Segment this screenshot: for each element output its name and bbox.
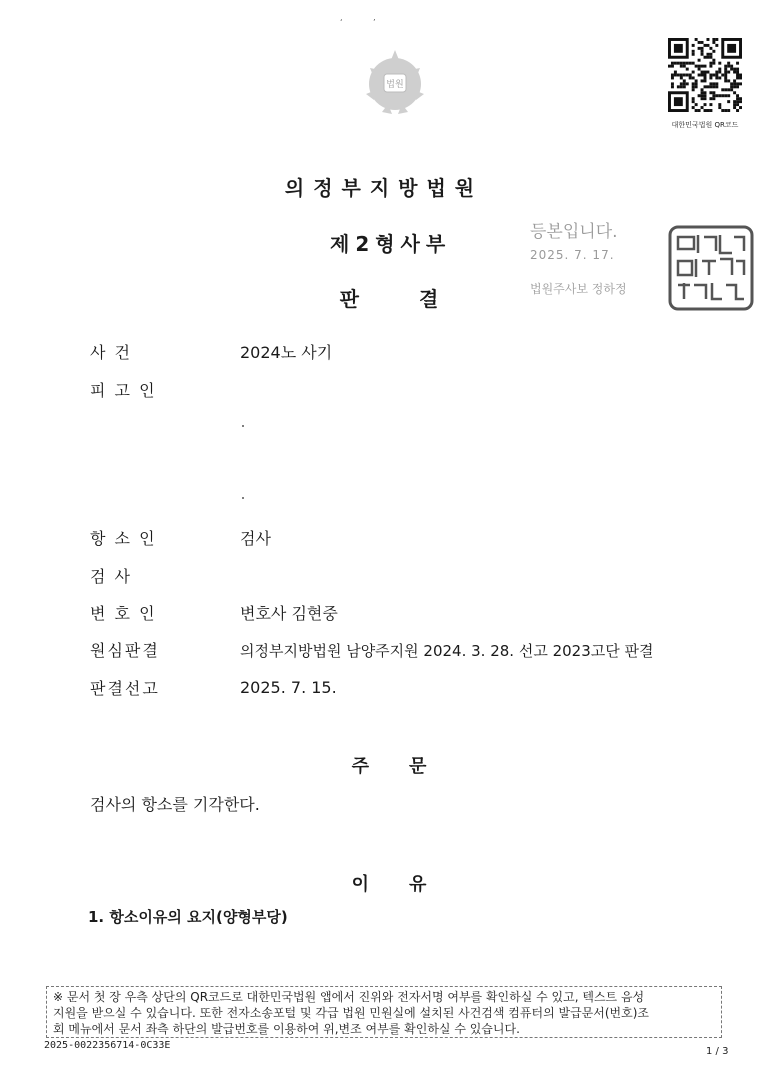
appellant-value: 검사	[240, 529, 271, 548]
notice-line-3: 회 메뉴에서 문서 좌측 하단의 발급번호를 이용하여 위,변조 여부를 확인하실 수 있습니다.	[53, 1022, 520, 1036]
certifying-officer: 법원주사보 정하정	[530, 282, 627, 296]
notice-line-1: ※ 문서 첫 장 우측 상단의 QR코드로 대한민국법원 앱에서 진위와 전자서명 여부를 확인하실 수 있고, 텍스트 음성	[53, 990, 645, 1004]
certified-copy-date: 2025. 7. 17.	[530, 248, 615, 262]
redaction-mark	[242, 497, 244, 499]
reasons-heading: 이유	[351, 874, 467, 895]
scan-marks: ‘ ’	[340, 18, 376, 27]
verification-qr-code[interactable]	[668, 38, 742, 112]
qr-caption: 대한민국법원 QR코드	[671, 121, 739, 129]
order-text: 검사의 항소를 기각한다.	[90, 795, 260, 814]
original-judgment-label: 원심판결	[90, 641, 160, 660]
certified-copy-label: 등본입니다.	[530, 222, 618, 242]
notice-line-2: 지원을 받으실 수 있습니다. 또한 전자소송포털 및 각급 법원 민원실에 설치된 사건검색 컴퓨터의 발급문서(번호)조	[53, 1006, 650, 1020]
court-emblem-logo	[360, 46, 430, 118]
sentencing-date-value: 2025. 7. 15.	[240, 678, 337, 697]
defendant-label: 피 고 인	[90, 381, 157, 400]
court-name: 의정부지방법원	[284, 176, 484, 200]
document-type: 판결	[339, 287, 499, 311]
division-name: 제2형사부	[330, 232, 452, 256]
redaction-mark	[242, 425, 244, 427]
official-seal-stamp	[668, 225, 754, 311]
appellant-label: 항 소 인	[90, 529, 157, 548]
reason-item-1: 1. 항소이유의 요지(양형부당)	[88, 908, 288, 926]
case-label: 사 건	[90, 343, 132, 362]
attorney-label: 변 호 인	[90, 604, 157, 623]
original-judgment-value: 의정부지방법원 남양주지원 2024. 3. 28. 선고 2023고단 판결	[240, 642, 654, 660]
svg-text:법원: 법원	[386, 80, 404, 90]
order-heading: 주문	[351, 756, 467, 777]
prosecutor-label: 검 사	[90, 567, 132, 586]
issue-number: 2025-0022356714-0C33E	[44, 1040, 171, 1051]
page-number: 1 / 3	[706, 1046, 729, 1057]
attorney-value: 변호사 김현중	[240, 604, 338, 623]
sentencing-date-label: 판결선고	[90, 679, 160, 698]
case-value: 2024노 사기	[240, 343, 333, 362]
verification-notice	[46, 986, 722, 1038]
